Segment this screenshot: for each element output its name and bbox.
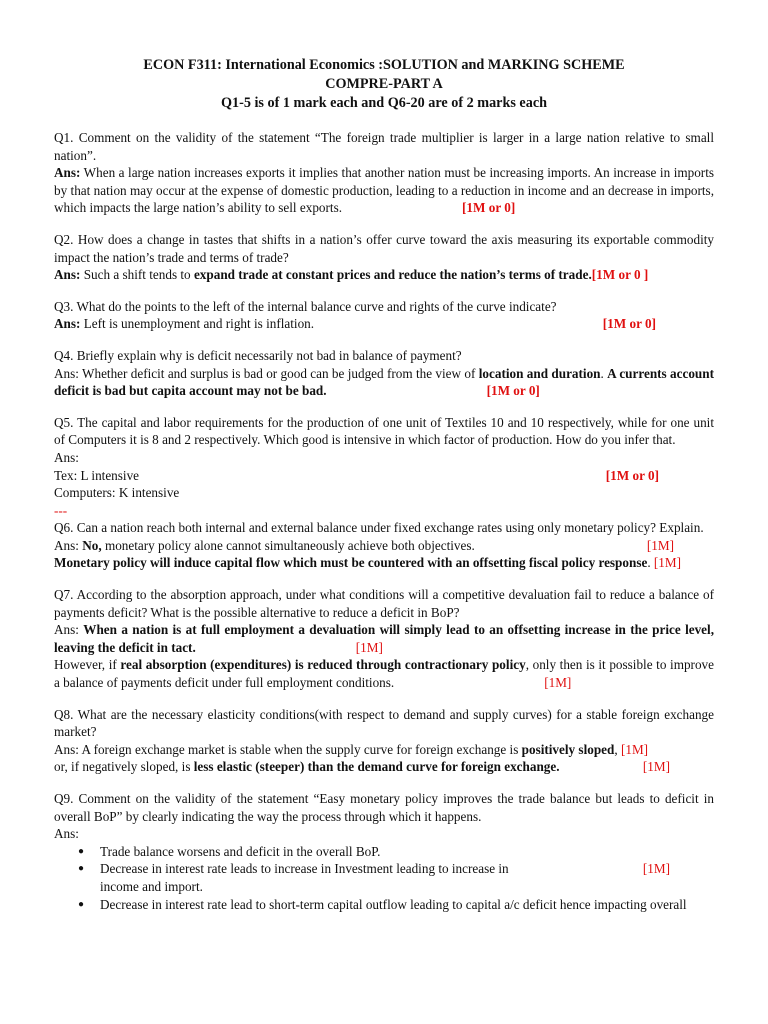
question-text: Q9. Comment on the validity of the statement “Easy monetary policy improves the trade balance but leads to deficit in overall BoP” by clearly indicating the way the process through which it happens. [54,791,714,824]
separator: --- [54,502,68,518]
question-text: Q4. Briefly explain why is deficit necessarily not bad in balance of payment? [54,347,462,363]
question-text: Q6. Can a nation reach both internal and external balance under fixed exchange rates using only monetary policy? Explain. [54,520,704,536]
answer-emphasis: less elastic (steeper) than the demand curve for foreign exchange. [193,759,560,775]
mark-label: [1M] [653,555,682,571]
mark-label: [1M or 0] [462,200,516,216]
answer-label: Ans: [54,449,79,465]
header-marks-note: Q1-5 is of 1 mark each and Q6-20 are of 2 marks each [220,95,548,111]
document-page [54,56,714,913]
question-text: Q2. How does a change in tastes that shifts in a nation’s offer curve toward the axis measuring its exportable commodity impact the nation’s trade and terms of trade? [54,231,714,265]
answer-emphasis: expand trade at constant prices and reduce the nation’s terms of trade. [193,267,592,283]
answer-text [54,621,714,656]
answer-bullet-list [54,843,714,913]
list-item: ● Decrease in interest rate lead to short-term capital outflow leading to capital a/c deficit hence impacting overall [100,896,714,914]
answer-text-2 [54,656,714,691]
answer-body: , only then is it possible to improve a balance of payments deficit under full employment conditions. [54,657,714,691]
question-text: Q1. Comment on the validity of the statement “The foreign trade multiplier is larger in a large nation relative to small nation”. [54,130,714,163]
answer-emphasis: location and duration [478,365,601,381]
answer-line-tex [54,467,714,485]
answer-line-1 [54,537,714,555]
question-8 [54,706,714,776]
answer-emphasis: real absorption (expenditures) is reduced through contractionary policy [120,657,526,673]
mark-label: [1M or 0 ] [591,267,649,283]
answer-emphasis: A currents account deficit is bad but capita account may not be bad. [54,365,714,399]
question-text: Q8. What are the necessary elasticity conditions(with respect to demand and supply curves) for a stable foreign exchange market? [54,706,714,740]
answer-label: Ans: [54,165,81,181]
question-5 [54,414,714,520]
mark-label: [1M or 0] [605,467,659,483]
mark-label: [1M] [642,759,670,775]
question-3 [54,298,714,333]
answer-label: Ans: [54,316,81,332]
mark-label: [1M] [642,861,670,877]
question-text: Q7. According to the absorption approach, under what conditions will a competitive devaluation fail to reduce a balance of payments deficit? What is the possible alternative to reduce a deficit in BoP? [54,587,714,620]
answer-body: Left is unemployment and right is inflation. [80,316,315,332]
answer-emphasis: No, [82,537,102,553]
answer-body: Ans: [54,622,84,638]
question-text: Q3. What do the points to the left of the internal balance curve and rights of the curve indicate? [54,298,557,314]
answer-body: Such a shift tends to [80,267,194,283]
header-subtitle: COMPRE-PART A [325,76,443,92]
mark-label: [1M or 0] [486,383,540,399]
list-item: ● Trade balance worsens and deficit in the overall BoP. [100,843,714,861]
document-header [54,56,714,113]
answer-text [54,315,714,333]
mark-label: [1M] [544,675,572,691]
answer-emphasis: Monetary policy will induce capital flow which must be countered with an offsetting fiscal policy response [54,555,648,571]
answer-text [54,164,714,217]
answer-body: Ans: [54,537,83,553]
mark-label: [1M or 0] [602,316,656,332]
mark-label: [1M] [355,639,383,655]
answer-body: . [600,365,608,381]
answer-body: ● Decrease in interest rate leads to increase in Investment leading to increase in [100,861,509,877]
header-title: ECON F311: International Economics :SOLUTION and MARKING SCHEME [143,57,625,73]
answer-line-computers: Computers: K intensive [54,485,180,501]
answer-emphasis: When a nation is at full employment a devaluation will simply lead to an offsetting increase in the price level, leaving the deficit in tact. [54,622,714,655]
list-item [100,860,714,895]
answer-body: However, if [54,657,121,673]
question-text: Q5. The capital and labor requirements for the production of one unit of Textiles 10 and 10 respectively, while for one unit of Computers it is 8 and 2 respectively. Which good is intensive in which factor of production. How do you infer that. [54,414,714,448]
question-1 [54,129,714,217]
answer-line-2: Monetary policy will induce capital flow which must be countered with an offsetting fiscal policy response. [1M] [54,555,682,571]
answer-body: income and import. [100,878,203,894]
question-7 [54,586,714,692]
answer-body: or, if negatively sloped, is [54,759,194,775]
answer-body: Ans: A foreign exchange market is stable when the supply curve for foreign exchange is [54,741,522,757]
answer-label: Ans: [54,826,79,842]
mark-label: [1M] [646,537,674,553]
answer-label: Ans: [54,267,81,283]
answer-body: Ans: Whether deficit and surplus is bad or good can be judged from the view of [54,365,479,381]
answer-body: When a large nation increases exports it implies that another nation must be increasing imports. An increase in imports by that nation may occur at the expense of domestic production, leading to a reduction in income and an decrease in imports, which impacts the large nation’s ability to sell exports. [54,165,714,216]
answer-text [54,365,714,400]
answer-line-2 [54,758,714,776]
question-2 [54,231,714,284]
mark-label: [1M] [620,741,649,757]
question-4 [54,347,714,400]
answer-line-1: Ans: A foreign exchange market is stable when the supply curve for foreign exchange is positively sloped, [1M] [54,741,649,757]
question-9 [54,790,714,913]
question-6 [54,519,714,572]
answer-text [54,266,714,284]
answer-body: monetary policy alone cannot simultaneously achieve both objectives. [101,537,475,553]
answer-body: Tex: L intensive [54,467,140,483]
answer-emphasis: positively sloped [521,741,615,757]
